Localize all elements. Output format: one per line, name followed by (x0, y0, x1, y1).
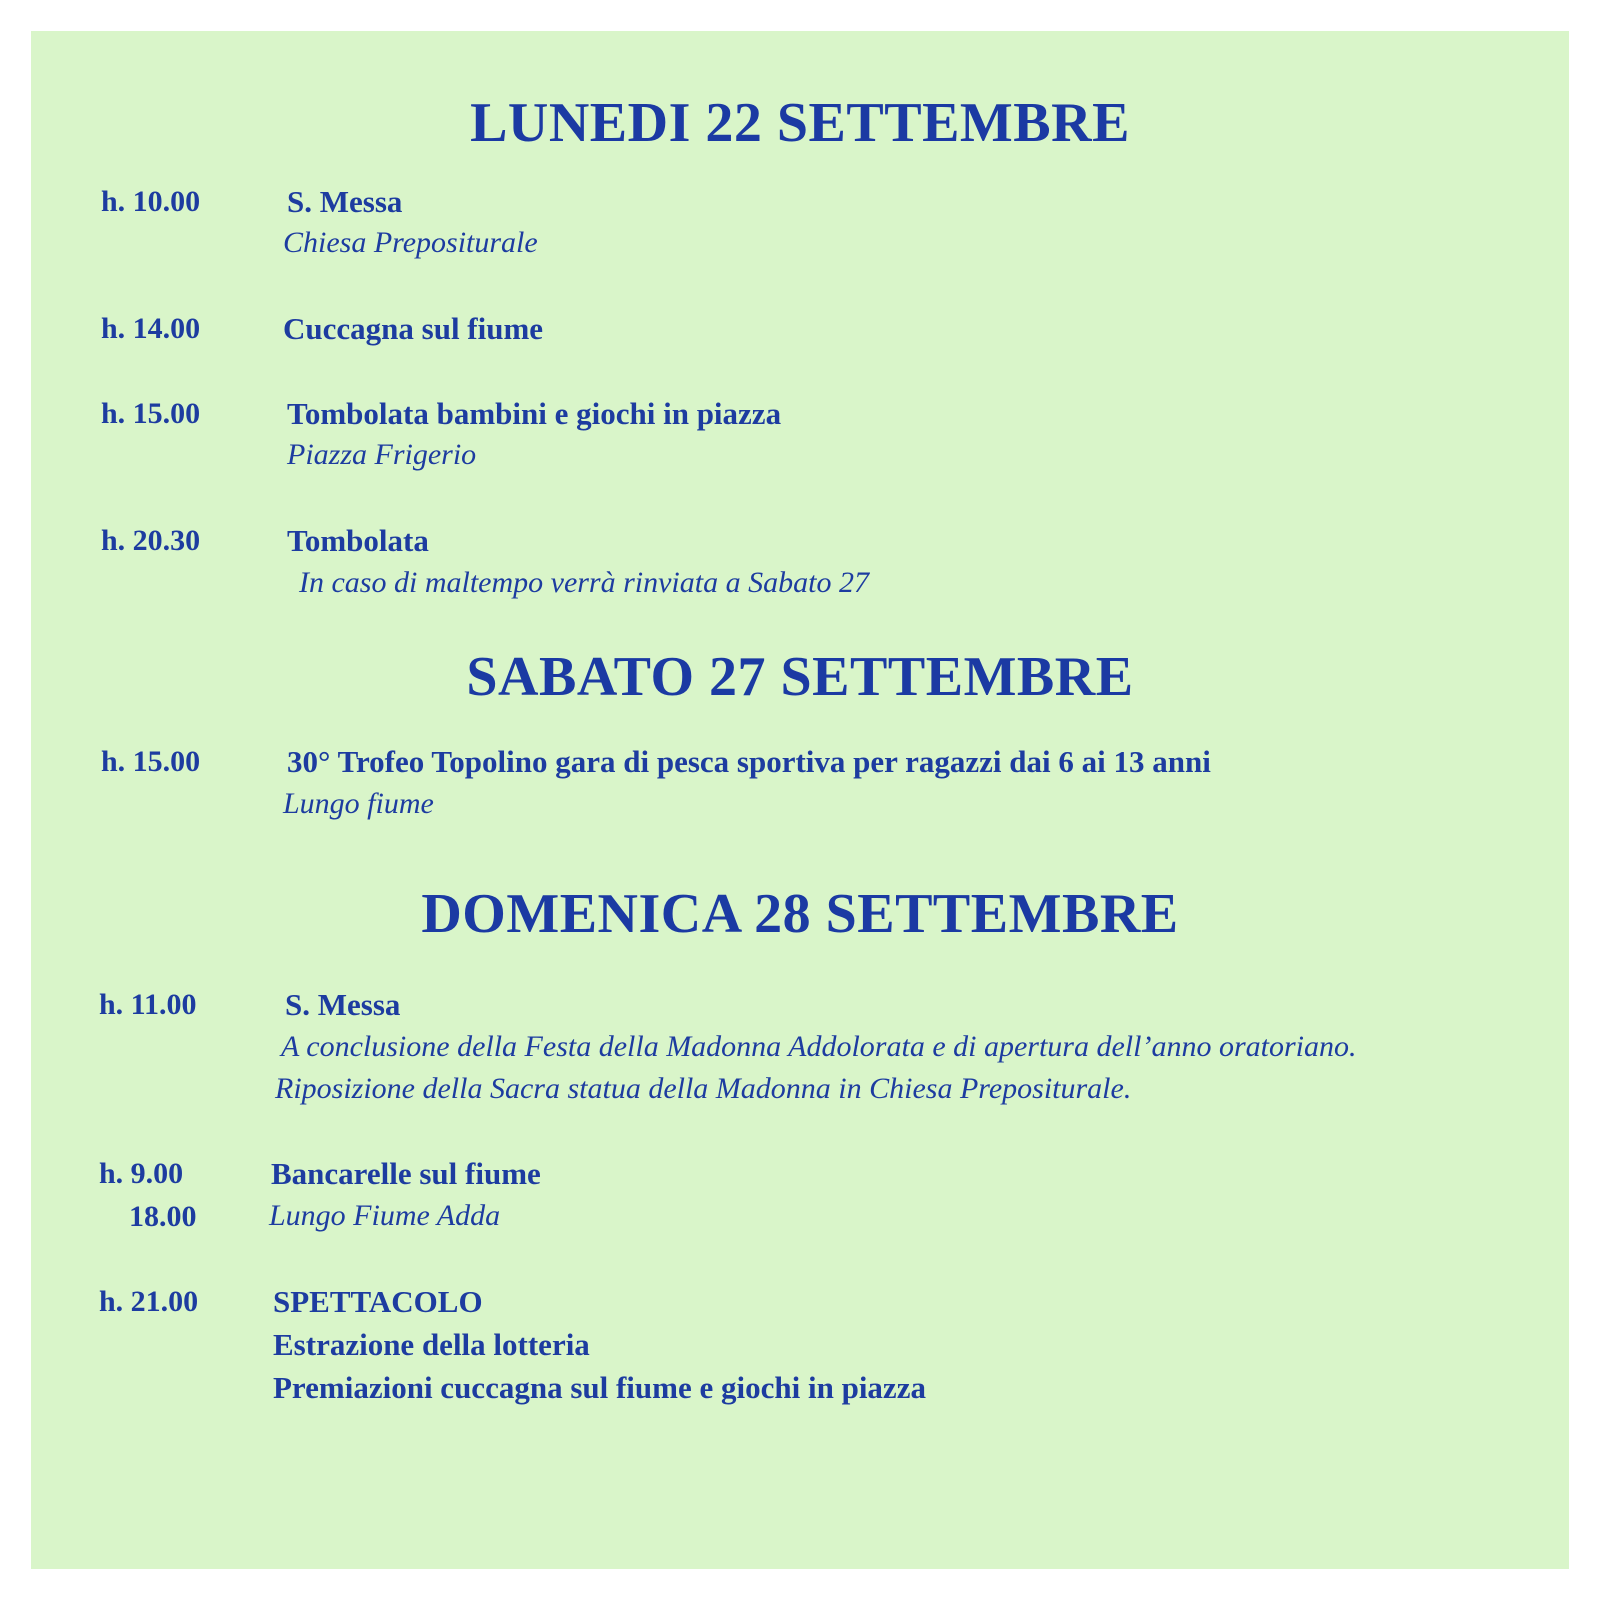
event-title: S. Messa (285, 987, 401, 1022)
event-description: A conclusione della Festa della Madonna Addolorata e di apertura dell’anno oratoriano. (281, 1030, 1357, 1063)
day-heading-monday: LUNEDI 22 SETTEMBRE (470, 92, 1130, 154)
event-title: Cuccagna sul fiume (283, 311, 544, 346)
event-title: 30° Trofeo Topolino gara di pesca sportiva per ragazzi dai 6 ai 13 anni (287, 744, 1211, 779)
event-title: Tombolata bambini e giochi in piazza (287, 396, 782, 431)
event-time-end: 18.00 (129, 1200, 197, 1233)
program-panel (31, 31, 1569, 1569)
day-heading-sunday: DOMENICA 28 SETTEMBRE (421, 883, 1179, 945)
event-time: h. 15.00 (101, 745, 201, 778)
event-location: Lungo Fiume Adda (269, 1199, 501, 1232)
event-location: Piazza Frigerio (287, 438, 477, 471)
event-location: Lungo fiume (283, 787, 434, 820)
event-time: h. 15.00 (101, 397, 201, 430)
event-time: h. 9.00 (99, 1157, 184, 1190)
event-title: SPETTACOLO (273, 1284, 483, 1319)
day-heading-saturday: SABATO 27 SETTEMBRE (466, 646, 1134, 708)
event-note: In caso di maltempo verrà rinviata a Sabato 27 (299, 566, 869, 599)
event-title: S. Messa (287, 184, 403, 219)
event-time: h. 11.00 (99, 988, 197, 1021)
event-detail: Premiazioni cuccagna sul fiume e giochi in piazza (273, 1370, 926, 1405)
event-title: Tombolata (287, 523, 429, 558)
event-time: h. 10.00 (101, 185, 201, 218)
event-detail: Estrazione della lotteria (273, 1327, 590, 1362)
event-title: Bancarelle sul fiume (271, 1156, 541, 1191)
event-description: Riposizione della Sacra statua della Madonna in Chiesa Prepositurale. (275, 1072, 1132, 1105)
event-time: h. 14.00 (101, 312, 201, 345)
event-time: h. 20.30 (101, 524, 201, 557)
event-time: h. 21.00 (99, 1285, 199, 1318)
event-location: Chiesa Prepositurale (283, 226, 538, 259)
